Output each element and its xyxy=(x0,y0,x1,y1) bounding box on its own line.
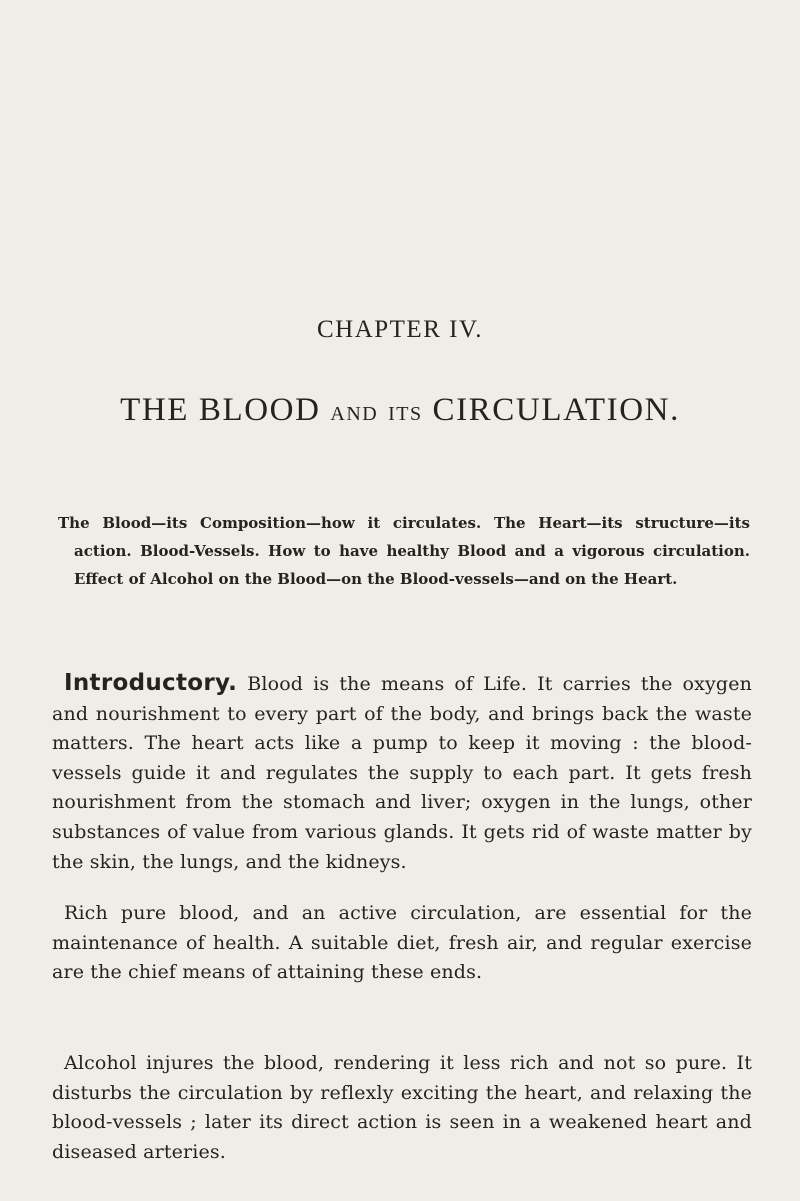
paragraph-alcohol: Alcohol injures the blood, rendering it less rich and not so pure. It disturbs the circulation by reflexly exciting the heart, and relaxing the blood-vessels ; later its direct action is seen in a weakened heart and diseased arteries. xyxy=(52,1052,752,1163)
chapter-heading: CHAPTER IV. xyxy=(316,316,484,343)
chapter-summary: The Blood—its Composition—how it circulates. The Heart—its structure—its action. Blood-Vessels. How to have healthy Blood and a vigorous circulation. Effect of Alcohol on the Blood—on the Blood-vessels—and on the Heart. xyxy=(58,514,750,588)
introductory-text: Blood is the means of Life. It carries the oxygen and nourishment to every part of the body, and brings back the waste matters. The heart acts like a pump to keep it moving : the blood-vessels guide it and regulates the supply to each part. It gets fresh nourishment from the stomach and liver; oxygen in the lungs, other substances of value from various glands. It gets rid of waste matter by the skin, the lungs, and the kidneys. xyxy=(52,673,752,873)
title-connector-and: AND xyxy=(330,403,379,425)
title-connector-its: ITS xyxy=(388,403,423,425)
introductory-lead: Introductory. xyxy=(64,670,238,696)
title-part-blood: THE BLOOD xyxy=(120,392,321,428)
chapter-title xyxy=(0,392,800,429)
paragraph-introductory xyxy=(52,669,752,877)
title-part-circulation: CIRCULATION. xyxy=(432,392,680,428)
paragraph-health: Rich pure blood, and an active circulation, are essential for the maintenance of health. A suitable diet, fresh air, and regular exercise are the chief means of attaining these ends. xyxy=(52,902,752,984)
